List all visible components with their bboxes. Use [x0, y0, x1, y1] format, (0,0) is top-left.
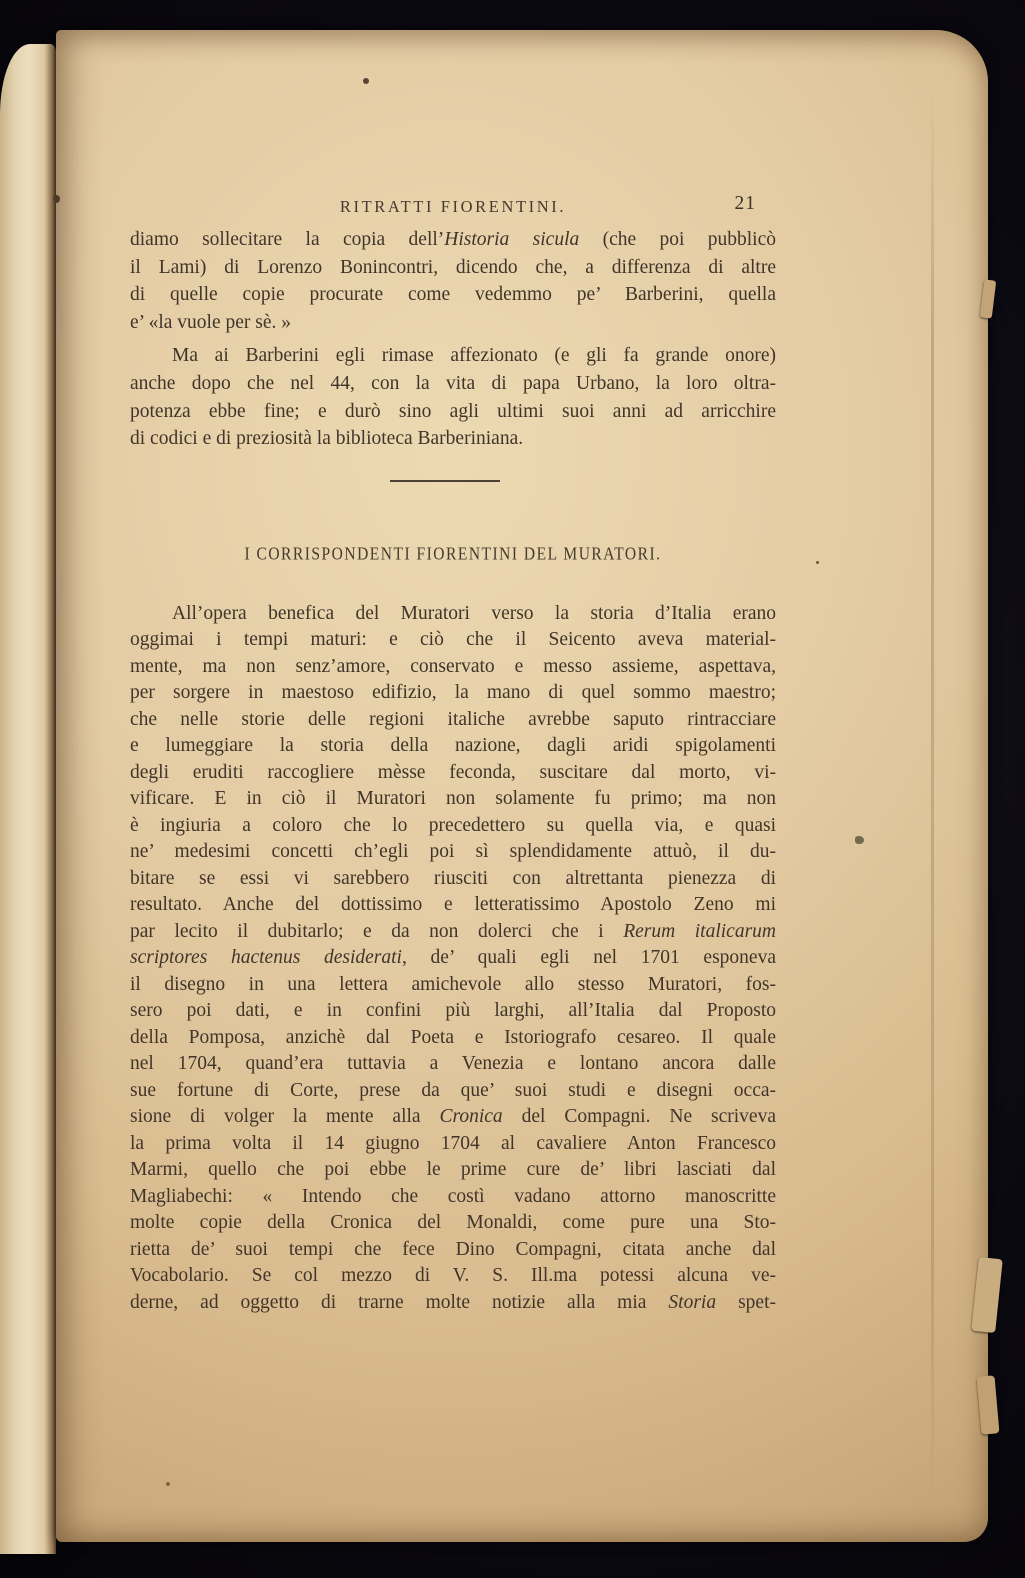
text-line: [130, 254, 776, 282]
text-segment: sero poi dati, e in confini più larghi, all’Italia dal Proposto: [130, 1000, 776, 1022]
text-segment: mente, ma non senz’amore, conservato e messo assieme, aspettava,: [130, 655, 776, 677]
text-line: [130, 425, 776, 453]
text-segment: Vocabolario. Se col mezzo di V. S. Ill.ma potessi alcuna ve-: [130, 1265, 776, 1287]
text-line: [130, 786, 776, 813]
text-line: [130, 1051, 776, 1078]
text-line: [130, 1263, 776, 1290]
text-line: [130, 1290, 776, 1317]
italic-text-segment: Historia sicula: [444, 229, 580, 250]
paragraph: [130, 601, 776, 1317]
text-segment: ne’ medesimi concetti ch’egli poi sì splendidamente attuò, il du-: [130, 841, 776, 863]
text-segment: di codici e di preziosità la biblioteca Barberiniana.: [130, 428, 524, 450]
text-line: [130, 1131, 776, 1158]
text-segment: Marmi, quello che poi ebbe le prime cure de’ libri lasciati dal: [130, 1159, 776, 1181]
text-line: [130, 733, 776, 760]
text-line: [130, 601, 776, 628]
text-segment: e lumeggiare la storia della nazione, dagli aridi spigolamenti: [130, 735, 776, 757]
text-line: [130, 707, 776, 734]
running-title: RITRATTI FIORENTINI.: [339, 197, 567, 216]
italic-text-segment: Rerum italicarum: [623, 920, 776, 942]
torn-edge: [980, 279, 997, 318]
italic-text-segment: Cronica: [439, 1106, 503, 1128]
text-segment: (che poi pubblicò: [579, 229, 776, 250]
text-segment: All’opera benefica del Muratori verso la storia d’Italia erano: [172, 602, 776, 624]
text-line: [130, 309, 776, 337]
text-line: [130, 813, 776, 840]
text-segment: e’ «la vuole per sè. »: [130, 311, 291, 333]
text-segment: del Compagni. Ne scriveva: [502, 1106, 776, 1128]
text-line: [130, 1078, 776, 1105]
text-segment: che nelle storie delle regioni italiche avrebbe saputo rintracciare: [130, 708, 776, 730]
text-segment: per sorgere in maestoso edifizio, la mano di quel sommo maestro;: [130, 682, 776, 704]
paragraph: [130, 342, 776, 452]
text-line: [130, 760, 776, 787]
text-segment: il disegno in una lettera amichevole allo stesso Muratori, fos-: [130, 973, 776, 995]
text-line: [130, 1237, 776, 1264]
page-number: 21: [734, 193, 756, 214]
text-line: [130, 1157, 776, 1184]
text-line: [130, 866, 776, 893]
text-line: [130, 919, 776, 946]
paragraph-continuation: [130, 226, 776, 336]
text-line: [130, 1184, 776, 1211]
text-line: [130, 226, 776, 254]
paper-speck: [816, 561, 819, 564]
text-line: [130, 1104, 776, 1131]
text-line: [130, 945, 776, 972]
text-segment: Ma ai Barberini egli rimase affezionato (e gli fa grande onore): [172, 345, 776, 367]
text-segment: degli eruditi raccogliere mèsse feconda, suscitare dal morto, vi-: [130, 761, 776, 783]
text-segment: spet-: [716, 1291, 776, 1313]
text-segment: diamo sollecitare la copia dell’: [130, 229, 445, 250]
text-segment: il Lami) di Lorenzo Bonincontri, dicendo che, a differenza di altre: [130, 256, 776, 278]
text-line: [130, 680, 776, 707]
text-segment: vificare. E in ciò il Muratori non solamente fu primo; ma non: [130, 788, 776, 810]
text-segment: bitare se essi vi sarebbero riusciti con altrettanta pienezza di: [130, 867, 776, 889]
text-segment: resultato. Anche del dottissimo e letteratissimo Apostolo Zeno mi: [130, 894, 776, 916]
text-segment: sue fortune di Corte, prese da que’ suoi studi e disegni occa-: [130, 1079, 776, 1101]
text-line: [130, 627, 776, 654]
text-segment: par lecito il dubitarlo; e da non dolerci che i: [130, 920, 624, 942]
text-segment: sione di volger la mente alla: [130, 1106, 440, 1128]
book-page: [56, 30, 988, 1542]
text-column: [130, 30, 776, 1316]
text-line: [130, 892, 776, 919]
paper-speck: [855, 836, 864, 844]
text-segment: la prima volta il 14 giugno 1704 al cavaliere Anton Francesco: [130, 1132, 776, 1154]
page-crease: [931, 90, 934, 1502]
text-segment: nel 1704, quand’era tuttavia a Venezia e lontano ancora dalle: [130, 1053, 776, 1075]
text-segment: rietta de’ suoi tempi che fece Dino Compagni, citata anche dal: [130, 1238, 776, 1260]
text-line: [130, 398, 776, 426]
text-segment: della Pomposa, anzichè dal Poeta e Istoriografo cesareo. Il quale: [130, 1026, 776, 1048]
text-line: [130, 281, 776, 309]
paper-speck: [166, 1482, 170, 1486]
section-heading: I CORRISPONDENTI FIORENTINI DEL MURATORI.: [244, 542, 662, 564]
text-segment: è ingiuria a coloro che lo precedettero su quella via, e quasi: [130, 814, 776, 836]
text-line: [130, 972, 776, 999]
section-divider: [390, 480, 500, 482]
torn-edge: [971, 1257, 1003, 1333]
text-segment: molte copie della Cronica del Monaldi, come pure una Sto-: [130, 1212, 776, 1234]
text-line: [130, 1210, 776, 1237]
text-line: [130, 839, 776, 866]
text-segment: potenza ebbe fine; e durò sino agli ultimi suoi anni ad arricchire: [130, 400, 776, 422]
text-line: [130, 1025, 776, 1052]
text-segment: di quelle copie procurate come vedemmo pe’ Barberini, quella: [130, 284, 776, 306]
text-segment: derne, ad oggetto di trarne molte notizie alla mia: [130, 1291, 669, 1313]
text-segment: Magliabechi: « Intendo che costì vadano attorno manoscritte: [130, 1185, 776, 1207]
text-segment: oggimai i tempi maturi: e ciò che il Seicento aveva material-: [130, 629, 776, 651]
page-header: [130, 193, 776, 221]
text-line: [130, 370, 776, 398]
text-line: [130, 342, 776, 370]
facing-page-edge: [0, 44, 56, 1554]
text-segment: anche dopo che nel 44, con la vita di papa Urbano, la loro oltra-: [130, 372, 776, 394]
italic-text-segment: Storia: [668, 1291, 717, 1313]
italic-text-segment: scriptores hactenus desiderati: [130, 947, 402, 969]
text-line: [130, 654, 776, 681]
torn-edge: [977, 1375, 1000, 1434]
text-line: [130, 998, 776, 1025]
text-segment: , de’ quali egli nel 1701 esponeva: [401, 947, 776, 969]
paper-speck: [53, 195, 60, 203]
